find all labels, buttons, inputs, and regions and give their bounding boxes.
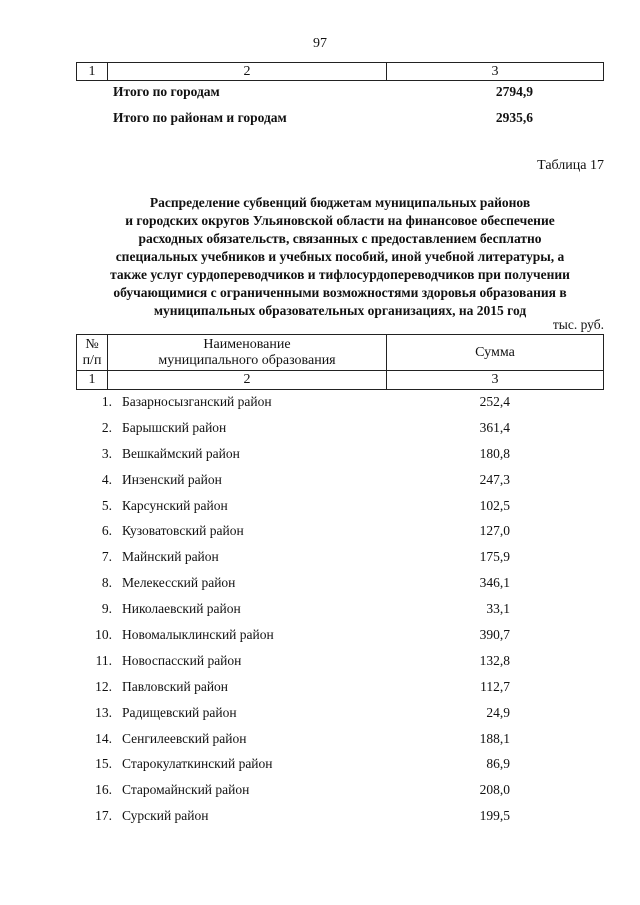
row-name: Базарносызганский район [122,394,272,409]
units-label: тыс. руб. [552,317,604,332]
row-name: Павловский район [122,678,229,694]
row-name: Кузоватовский район [122,523,244,539]
row-name: Николаевский район [122,601,241,617]
row-name: Новомалыклинский район [122,627,274,643]
row-number: 14. [95,730,112,746]
table-body [76,394,604,834]
row-name: Новоспасский район [122,652,242,668]
row-number: 16. [95,782,112,798]
total-label: Итого по городам [113,84,220,99]
row-number: 1. [101,394,112,409]
row-sum: 112,7 [480,678,510,694]
page-number: 97 [313,36,327,51]
row-number: 2. [101,419,112,435]
row-sum: 199,5 [479,808,510,824]
title-line: муниципальных образовательных организациях, на 2015 год [153,303,527,318]
row-number: 8. [101,575,112,591]
row-name: Мелекесский район [122,575,236,591]
row-sum: 175,9 [479,549,510,565]
row-sum: 346,1 [479,575,510,591]
row-number: 7. [101,549,112,565]
table-label: Таблица 17 [537,158,604,173]
row-sum: 127,0 [479,523,510,539]
row-sum: 188,1 [479,730,510,746]
row-name: Сурский район [122,808,209,824]
row-number: 15. [95,756,112,772]
table-row [76,627,604,653]
row-name: Вешкаймский район [122,445,240,461]
row-name: Майнский район [122,549,219,565]
index-col-2: 2 [108,371,387,390]
row-sum: 102,5 [479,497,510,513]
table-row [76,808,604,834]
row-sum: 390,7 [479,627,510,643]
index-col-1: 1 [77,371,108,390]
header-number [77,335,108,371]
table-row [76,653,604,679]
header-number-line1: № [85,336,99,352]
col-index-1: 1 [77,63,108,81]
row-name: Сенгилеевский район [122,730,247,746]
total-label: Итого по районам и городам [113,110,287,125]
header-number-line2: п/п [82,352,102,368]
header-name-line1: Наименование [203,336,291,352]
header-name-line2: муниципального образования [158,352,336,368]
row-number: 17. [95,808,112,824]
index-col-3: 3 [387,371,604,390]
table-row [76,420,604,446]
table-row [76,679,604,705]
row-sum: 180,8 [479,445,510,461]
row-sum: 361,4 [479,419,510,435]
row-sum: 24,9 [486,704,510,720]
table-row [76,575,604,601]
row-name: Инзенский район [122,471,222,487]
header-sum: Сумма [387,335,604,371]
subvention-table-header [76,334,604,390]
table-title [70,194,610,320]
row-number: 13. [95,704,112,720]
title-line: Распределение субвенций бюджетам муниципальных районов [149,195,531,210]
row-number: 6. [101,523,112,539]
row-name: Старомайнский район [122,782,250,798]
header-name [108,335,387,371]
row-name: Старокулаткинский район [122,756,273,772]
title-line: специальных учебников и учебных пособий, иной учебной литературы, а [115,249,565,264]
table-row [76,782,604,808]
row-number: 10. [95,627,112,643]
row-number: 3. [101,445,112,461]
row-sum: 86,9 [486,756,510,772]
continuation-table-header [76,62,604,81]
row-sum: 252,4 [479,394,510,409]
row-number: 9. [101,601,112,617]
table-row [76,601,604,627]
table-row [76,523,604,549]
table-row [76,731,604,757]
row-name: Карсунский район [122,497,228,513]
row-name: Барышский район [122,419,227,435]
row-sum: 247,3 [479,471,510,487]
row-number: 11. [95,652,112,668]
col-index-3: 3 [387,63,604,81]
table-row [76,498,604,524]
table-row [76,394,604,420]
col-index-2: 2 [108,63,387,81]
total-value: 2794,9 [495,84,533,99]
row-number: 5. [101,497,112,513]
title-line: и городских округов Ульяновской области на финансовое обеспечение [125,213,555,228]
title-line: расходных обязательств, связанных с предоставлением бесплатно [138,231,542,246]
title-line: обучающимися с ограниченными возможностями здоровья образования в [113,285,567,300]
row-sum: 208,0 [479,782,510,798]
title-line: также услуг сурдопереводчиков и тифлосурдопереводчиков при получении [110,267,570,282]
row-sum: 33,1 [486,601,510,617]
row-number: 4. [101,471,112,487]
row-sum: 132,8 [479,652,510,668]
total-value: 2935,6 [495,110,533,125]
table-row [76,472,604,498]
table-row [76,549,604,575]
row-number: 12. [95,678,112,694]
table-row [76,756,604,782]
row-name: Радищевский район [122,704,237,720]
table-row [76,705,604,731]
table-row [76,446,604,472]
